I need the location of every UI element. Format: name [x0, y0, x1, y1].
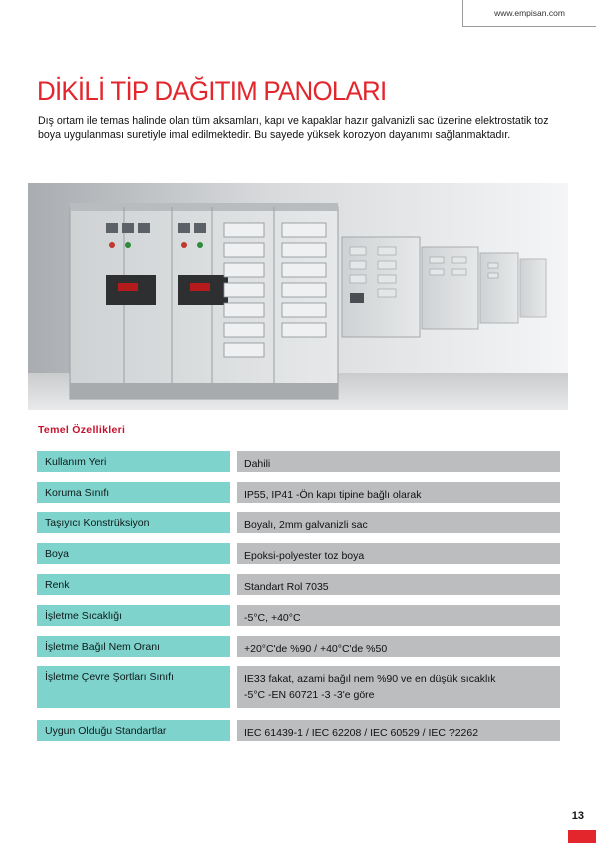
spec-value: +20°C'de %90 / +40°C'de %50 [237, 636, 560, 657]
spec-value: IEC 61439-1 / IEC 62208 / IEC 60529 / IEC ?2262 [237, 720, 560, 741]
page-title: DİKİLİ TİP DAĞITIM PANOLARI [37, 76, 387, 106]
spec-value: Boyalı, 2mm galvanizli sac [237, 512, 560, 533]
spec-label: Taşıyıcı Konstrüksiyon [37, 512, 230, 533]
section-title: Temel Özellikleri [38, 424, 126, 436]
table-row [37, 636, 560, 657]
spec-value: Dahili [237, 451, 560, 472]
product-photo [28, 183, 568, 410]
table-row [37, 574, 560, 595]
spec-label: Koruma Sınıfı [37, 482, 230, 503]
spec-label: İşletme Çevre Şortları Sınıfı [37, 666, 230, 708]
spec-value: Standart Rol 7035 [237, 574, 560, 595]
table-row [37, 720, 560, 741]
page-number-bar [568, 830, 596, 843]
spec-value-line-2: -5°C -EN 60721 -3 -3'e göre [244, 689, 375, 701]
spec-value: IP55, IP41 -Ön kapı tipine bağlı olarak [237, 482, 560, 503]
spec-label: Uygun Olduğu Standartlar [37, 720, 230, 741]
intro-paragraph: Dış ortam ile temas halinde olan tüm aksamları, kapı ve kapaklar hazır galvanizli sac üzerine elektrostatik toz boya uygulanması suretiyle imal edilmektedir. Bu sayede yüksek korozyon dayanımı sağlanmaktadır. [38, 115, 549, 141]
spec-label: İşletme Sıcaklığı [37, 605, 230, 626]
table-row [37, 451, 560, 472]
table-row [37, 543, 560, 564]
spec-value-line-1: IE33 fakat, azami bağıl nem %90 ve en düşük sıcaklık [244, 673, 496, 685]
table-row [37, 666, 560, 708]
spec-label: Boya [37, 543, 230, 564]
spec-label: Renk [37, 574, 230, 595]
table-row [37, 512, 560, 533]
table-row [37, 482, 560, 503]
spec-value: -5°C, +40°C [237, 605, 560, 626]
spec-value [237, 666, 560, 708]
page-number: 13 [571, 810, 584, 822]
table-row [37, 605, 560, 626]
spec-label: Kullanım Yeri [37, 451, 230, 472]
website-url: www.empisan.com [462, 0, 596, 27]
spec-label: İşletme Bağıl Nem Oranı [37, 636, 230, 657]
cabinet-row-near [70, 203, 338, 399]
spec-value: Epoksi-polyester toz boya [237, 543, 560, 564]
